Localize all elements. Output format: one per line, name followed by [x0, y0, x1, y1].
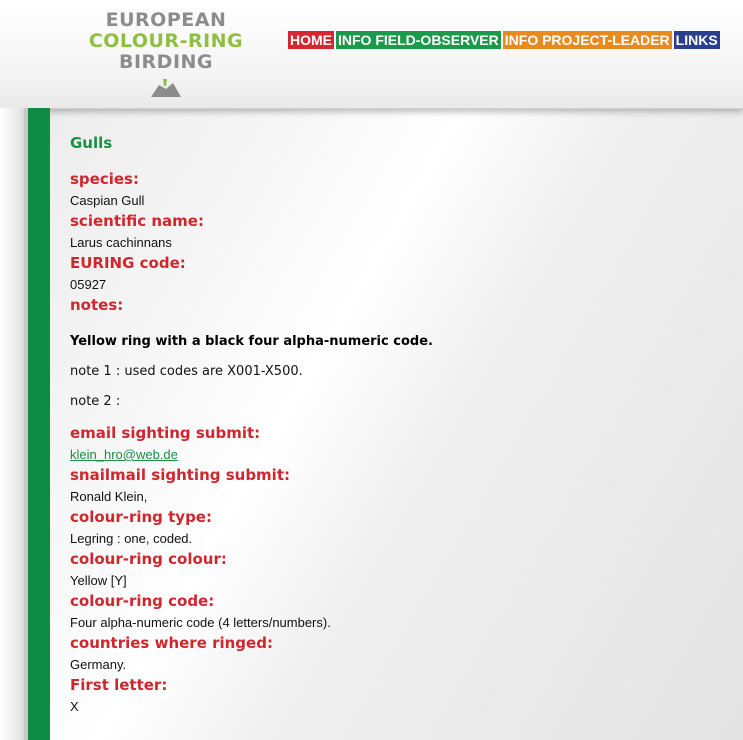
logo-line-european: EUROPEAN	[105, 9, 227, 31]
nav-links-link[interactable]: LINKS	[675, 32, 718, 48]
nav-info-project-leader-link[interactable]: INFO PROJECT-LEADER	[504, 32, 670, 48]
nav-home-link[interactable]: HOME	[290, 32, 332, 48]
colour-ring-type-label: colour-ring type:	[70, 508, 212, 526]
colour-ring-code-value: Four alpha-numeric code (4 letters/numbers).	[70, 615, 331, 630]
colour-ring-code-label: colour-ring code:	[70, 592, 215, 610]
countries-ringed-value: Germany.	[70, 657, 127, 672]
species-label: species:	[70, 170, 139, 188]
main-nav	[288, 31, 720, 49]
euring-code-value: 05927	[70, 277, 107, 292]
bird-ring-icon	[149, 77, 183, 99]
colour-ring-type-value: Legring : one, coded.	[70, 531, 193, 546]
first-letter-value: X	[70, 699, 79, 714]
sidebar-green-strip	[28, 108, 50, 740]
left-sidebar-bar	[0, 108, 50, 740]
first-letter-label: First letter:	[70, 676, 168, 694]
email-link[interactable]: klein_hro@web.de	[70, 447, 178, 462]
countries-ringed-label: countries where ringed:	[70, 634, 273, 652]
colour-ring-colour-label: colour-ring colour:	[70, 550, 227, 568]
colour-ring-colour-value: Yellow [Y]	[70, 573, 127, 588]
species-detail	[70, 134, 720, 718]
email-sighting-label: email sighting submit:	[70, 424, 261, 442]
notes-label: notes:	[70, 296, 124, 314]
scientific-name-value: Larus cachinnans	[70, 235, 172, 250]
species-value: Caspian Gull	[70, 193, 145, 208]
logo-line-birding: BIRDING	[118, 51, 214, 73]
scientific-name-label: scientific name:	[70, 212, 204, 230]
notes-main-text: Yellow ring with a black four alpha-numeric code.	[70, 334, 433, 349]
email-sighting-value	[70, 447, 720, 462]
snailmail-sighting-value: Ronald Klein,	[70, 489, 148, 504]
note-1: note 1 : used codes are X001-X500.	[70, 364, 303, 379]
euring-code-label: EURING code:	[70, 254, 186, 272]
logo-line-colour-ring: COLOUR-RING	[88, 30, 244, 52]
site-logo[interactable]	[86, 10, 246, 99]
page-header	[0, 0, 743, 109]
group-title: Gulls	[70, 134, 113, 152]
nav-info-field-observer-link[interactable]: INFO FIELD-OBSERVER	[338, 32, 499, 48]
note-2: note 2 :	[70, 394, 121, 409]
snailmail-sighting-label: snailmail sighting submit:	[70, 466, 290, 484]
